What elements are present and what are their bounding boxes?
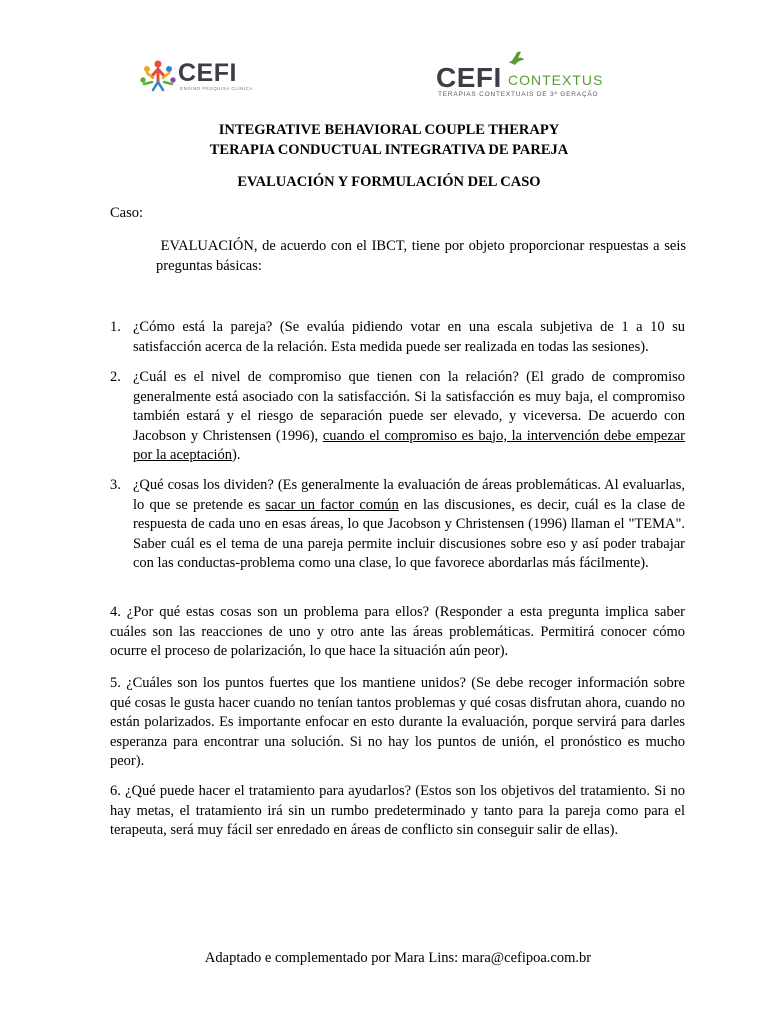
cefi-logo-text: CEFI: [178, 59, 237, 87]
intro-paragraph: EVALUACIÓN, de acuerdo con el IBCT, tiene por objeto proporcionar respuestas a seis preguntas básicas:: [156, 238, 690, 274]
list-item-text: ¿Cómo está la pareja? (Se evalúa pidiendo votar en una escala subjetiva de 1 a 10 su satisfacción acerca de la relación. Esta medida puede ser realizada en todas las sesiones).: [133, 319, 685, 355]
underlined-text: cuando el compromiso es bajo, la intervención debe empezar por la aceptación: [133, 427, 686, 463]
title-english: INTEGRATIVE BEHAVIORAL COUPLE THERAPY: [218, 122, 560, 138]
bird-icon: [506, 50, 526, 68]
list-item-text: [133, 476, 685, 574]
contextus-logo-text: CONTEXTUS: [508, 72, 604, 88]
list-item: 4. ¿Por qué estas cosas son un problema para ellos? (Responder a esta pregunta implica saber cuáles son las reacciones de uno y otro ante las áreas problemáticas. Permitirá conocer cómo ocurre el proceso de polarización, lo que hace la situación aún peor).: [110, 604, 685, 659]
list-item-text: [133, 368, 685, 466]
case-label: Caso:: [110, 205, 144, 221]
cefi-logo: [138, 56, 258, 100]
list-item: 6. ¿Qué puede hacer el tratamiento para ayudarlos? (Estos son los objetivos del tratamiento. Si no hay metas, el tratamiento irá sin un rumbo predeterminado y tanto para la pareja como para el terapeuta, será muy fácil ser enredado en áreas de conflicto sin conseguir salir de ellas).: [110, 783, 685, 838]
title-spanish: TERAPIA CONDUCTUAL INTEGRATIVA DE PAREJA: [209, 142, 569, 158]
list-item-number: 3.: [110, 477, 121, 493]
list-item-text-part: en las discusiones, es decir, cuál es la clase de respuesta de cada uno en esas áreas, lo que Jacobson y Christensen (1996) llaman el "TEMA". Saber cuál es el tema de una pareja permite incluir discusiones sobre eso y así poder trabajar con las conductas-problema como una clase, lo que favorece abordarlas más fácilmente).: [133, 496, 685, 571]
list-item-text-part: ¿Qué cosas los dividen? (Es generalmente la evaluación de áreas problemáticas. Al evaluarlas, lo que se pretende es: [133, 477, 685, 513]
contextus-logo-tagline: TERAPIAS CONTEXTUAIS DE 3ª GERAÇÃO: [438, 91, 599, 98]
list-item: [110, 368, 685, 466]
list-item: [110, 476, 685, 574]
footer-credit: Adaptado e complementado por Mara Lins: mara@cefipoa.com.br: [204, 950, 592, 966]
cefi-people-logo-icon: [138, 58, 178, 94]
list-item-text-part: ).: [232, 447, 241, 463]
list-item: [110, 318, 685, 357]
list-item-text-part: ¿Cuál es el nivel de compromiso que tienen con la relación? (El grado de compromiso generalmente está asociado con la satisfacción. Si la satisfacción es muy baja, el compromiso también estará y el riesgo de separación puede ser elevado, y viceversa. De acuerdo con Jacobson y Christensen (1996),: [133, 369, 685, 444]
cefi-contextus-logo: [436, 50, 636, 102]
underlined-text: sacar un factor común: [265, 496, 399, 513]
section-heading: EVALUACIÓN Y FORMULACIÓN DEL CASO: [237, 174, 541, 190]
list-item: 5. ¿Cuáles son los puntos fuertes que los mantiene unidos? (Se debe recoger información sobre qué cosas le gusta hacer cuando no tenían tantos problemas y qué cosas disfrutan ahora, cuando no están polarizados. Es importante enfocar en esto durante la evaluación, porque servirá para darles esperanza para encontrar una solución. Si no hay los puntos de unión, el pronóstico es mucho peor).: [110, 675, 685, 769]
cefi-logo-tagline: ENSINO PESQUISA CLÍNICA: [180, 86, 254, 91]
cefi-contextus-logo-text: CEFI: [436, 62, 502, 93]
list-item-number: 1.: [110, 319, 121, 335]
list-item-number: 2.: [110, 369, 121, 385]
